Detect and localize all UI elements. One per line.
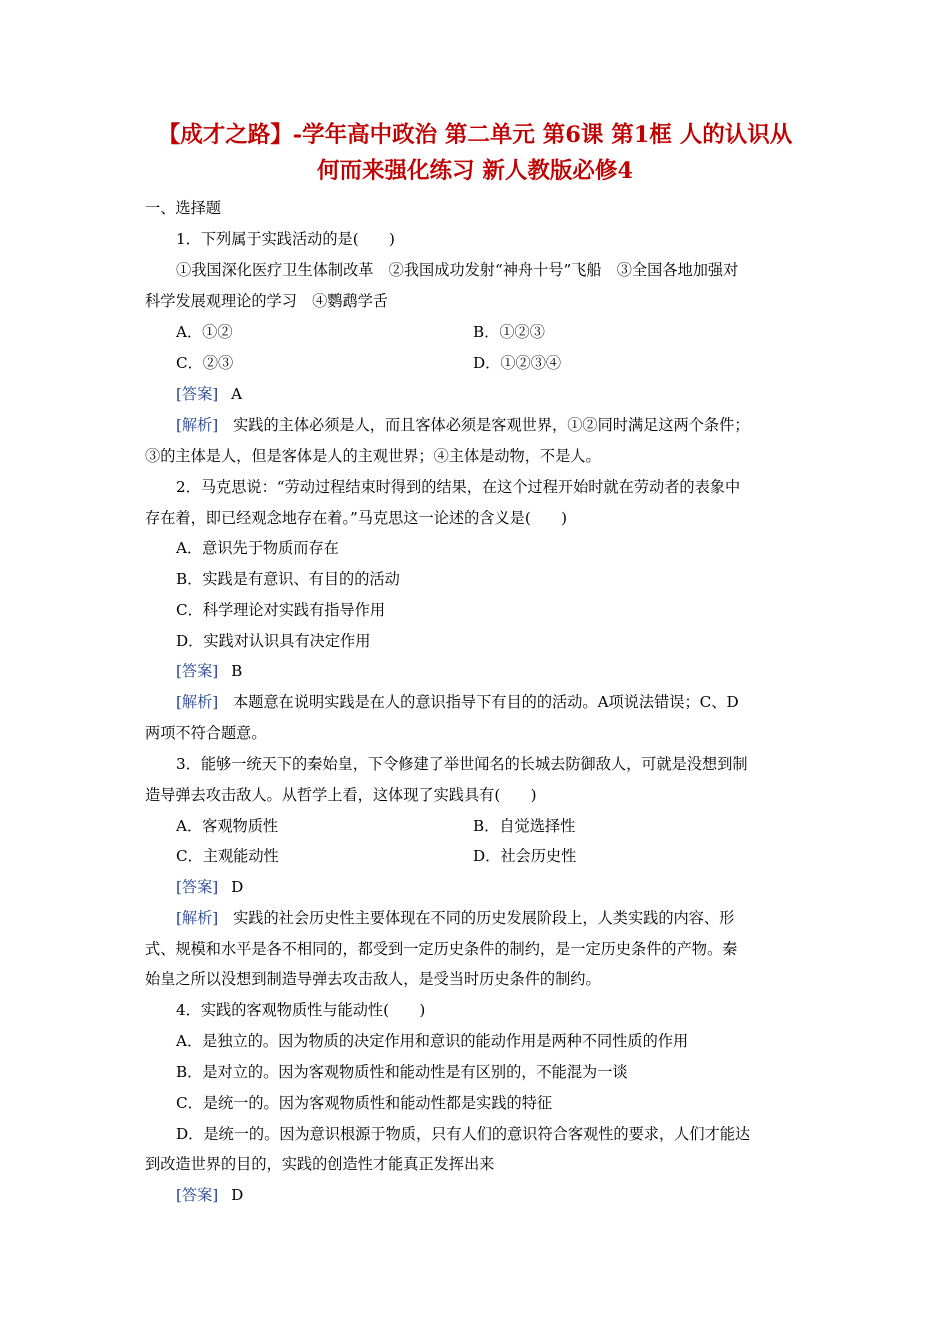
question-1-option-d: D．①②③④ (473, 354, 562, 372)
question-2-stem-line-1: 2．马克思说：“劳动过程结束时得到的结果，在这个过程开始时就在劳动者的表象中 (176, 478, 741, 496)
answer-tag: [答案] (176, 878, 219, 896)
analysis-tag: [解析] (176, 909, 219, 927)
question-1-statements-line-1: ①我国深化医疗卫生体制改革 ②我国成功发射“神舟十号”飞船 ③全国各地加强对 (176, 261, 739, 279)
question-3-analysis-line-2: 式、规模和水平是各不相同的，都受到一定历史条件的制约，是一定历史条件的产物。秦 (145, 940, 738, 958)
question-2-option-b: B．实践是有意识、有目的的活动 (176, 570, 400, 588)
answer-value: B (231, 662, 243, 680)
question-3-option-d: D．社会历史性 (473, 847, 577, 865)
question-4-option-d-line-1: D．是统一的。因为意识根源于物质，只有人们的意识符合客观性的要求，人们才能达 (176, 1125, 751, 1143)
analysis-tag: [解析] (176, 416, 219, 434)
question-1-statements-line-2: 科学发展观理论的学习 ④鹦鹉学舌 (145, 292, 388, 310)
question-1-stem: 1．下列属于实践活动的是( ) (176, 230, 395, 248)
answer-tag: [答案] (176, 662, 219, 680)
question-2-option-d: D．实践对认识具有决定作用 (176, 632, 371, 650)
question-3-analysis-line-3: 始皇之所以没想到制造导弹去攻击敌人，是受当时历史条件的制约。 (145, 970, 601, 988)
question-4-stem: 4．实践的客观物质性与能动性( ) (176, 1001, 426, 1019)
analysis-text: 实践的社会历史性主要体现在不同的历史发展阶段上，人类实践的内容、形 (233, 909, 735, 927)
question-1-option-b: B．①②③ (473, 323, 545, 341)
answer-value: A (231, 385, 243, 403)
question-1-option-a: A．①② (176, 323, 233, 341)
question-2-analysis-line-2: 两项不符合题意。 (145, 724, 267, 742)
question-1-analysis-line-1 (176, 415, 749, 435)
question-4-option-c: C．是统一的。因为客观物质性和能动性都是实践的特征 (176, 1094, 553, 1112)
question-3-answer (176, 877, 243, 897)
answer-value: D (231, 878, 244, 896)
document-title-line-1: 【成才之路】-学年高中政治 第二单元 第6课 第1框 人的认识从 (157, 122, 793, 148)
question-4-option-d-line-2: 到改造世界的目的，实践的创造性才能真正发挥出来 (145, 1155, 495, 1173)
question-4-answer (176, 1185, 243, 1205)
question-1-analysis-line-2: ③的主体是人，但是客体是人的主观世界；④主体是动物，不是人。 (145, 447, 601, 465)
answer-value: D (231, 1186, 244, 1204)
question-2-analysis-line-1 (176, 692, 739, 712)
question-2-answer (176, 661, 242, 681)
question-1-answer (176, 384, 242, 404)
question-2-option-c: C．科学理论对实践有指导作用 (176, 601, 386, 619)
question-4-option-a: A．是独立的。因为物质的决定作用和意识的能动作用是两种不同性质的作用 (176, 1032, 689, 1050)
question-3-option-b: B．自觉选择性 (473, 817, 576, 835)
answer-tag: [答案] (176, 385, 219, 403)
question-3-option-c: C．主观能动性 (176, 847, 279, 865)
question-1-option-c: C．②③ (176, 354, 234, 372)
document-title-line-2: 何而来强化练习 新人教版必修4 (317, 158, 633, 184)
question-3-stem-line-1: 3．能够一统天下的秦始皇，下令修建了举世闻名的长城去防御敌人，可就是没想到制 (176, 755, 748, 773)
question-4-option-b: B．是对立的。因为客观物质性和能动性是有区别的，不能混为一谈 (176, 1063, 628, 1081)
question-2-option-a: A．意识先于物质而存在 (176, 539, 339, 557)
analysis-text: 实践的主体必须是人，而且客体必须是客观世界，①②同时满足这两个条件； (233, 416, 750, 434)
question-3-analysis-line-1 (176, 908, 734, 928)
section-heading: 一、选择题 (145, 199, 221, 217)
analysis-text: 本题意在说明实践是在人的意识指导下有目的的活动。A项说法错误；C、D (233, 693, 739, 711)
question-3-stem-line-2: 造导弹去攻击敌人。从哲学上看，这体现了实践具有( ) (145, 786, 537, 804)
question-2-stem-line-2: 存在着，即已经观念地存在着。”马克思这一论述的含义是( ) (145, 509, 568, 527)
analysis-tag: [解析] (176, 693, 219, 711)
answer-tag: [答案] (176, 1186, 219, 1204)
question-3-option-a: A．客观物质性 (176, 817, 279, 835)
